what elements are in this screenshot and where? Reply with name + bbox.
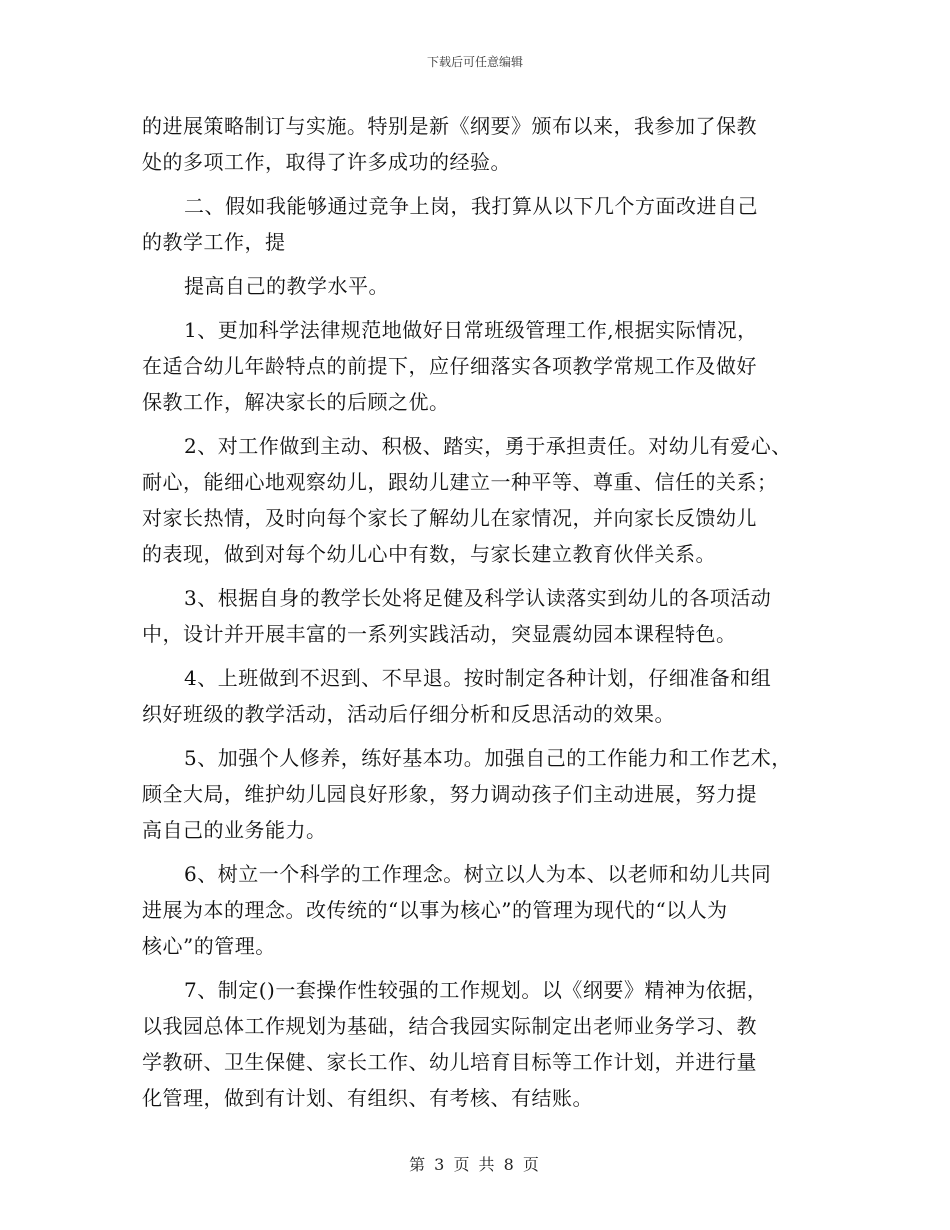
paragraph-line: 学教研、卫生保健、家长工作、幼儿培育目标等工作计划，并进行量	[142, 1050, 757, 1074]
paragraph-line: 提高自己的教学水平。	[184, 274, 389, 298]
paragraph-line: 对家长热情，及时向每个家长了解幼儿在家情况，并向家长反馈幼儿	[142, 506, 757, 530]
paragraph-line: 4、上班做到不迟到、不早退。按时制定各种计划，仔细准备和组	[184, 666, 772, 690]
paragraph-line: 在适合幼儿年龄特点的前提下，应仔细落实各项教学常规工作及做好	[142, 354, 757, 378]
paragraph-line: 化管理，做到有计划、有组织、有考核、有结账。	[142, 1086, 593, 1110]
body-text	[142, 108, 832, 1116]
paragraph-line: 1、更加科学法律规范地做好日常班级管理工作,根据实际情况，	[184, 318, 758, 342]
paragraph-line: 的表现，做到对每个幼儿心中有数，与家长建立教育伙伴关系。	[142, 542, 716, 566]
paragraph-line: 核心”的管理。	[142, 934, 276, 958]
paragraph-line: 7、制定()一套操作性较强的工作规划。以《纲要》精神为依据，	[184, 978, 768, 1002]
paragraph-line: 处的多项工作，取得了许多成功的经验。	[142, 150, 511, 174]
paragraph-line: 二、假如我能够通过竞争上岗，我打算从以下几个方面改进自己	[184, 194, 758, 218]
paragraph-line: 耐心，能细心地观察幼儿，跟幼儿建立一种平等、尊重、信任的关系；	[142, 470, 778, 494]
paragraph-line: 中，设计并开展丰富的一系列实践活动，突显震幼园本课程特色。	[142, 622, 737, 646]
paragraph-line: 3、根据自身的教学长处将足健及科学认读落实到幼儿的各项活动	[184, 586, 772, 610]
paragraph-line: 的教学工作，提	[142, 230, 286, 254]
paragraph-line: 高自己的业务能力。	[142, 818, 327, 842]
paragraph-line: 顾全大局，维护幼儿园良好形象，努力调动孩子们主动进展，努力提	[142, 782, 757, 806]
paragraph-line: 以我园总体工作规划为基础，结合我园实际制定出老师业务学习、教	[142, 1014, 757, 1038]
paragraph-line: 5、加强个人修养，练好基本功。加强自己的工作能力和工作艺术，	[184, 746, 792, 770]
paragraph-line: 6、树立一个科学的工作理念。树立以人为本、以老师和幼儿共同	[184, 862, 772, 886]
paragraph-line: 2、对工作做到主动、积极、踏实，勇于承担责任。对幼儿有爱心、	[184, 434, 792, 458]
paragraph-line: 织好班级的教学活动，活动后仔细分析和反思活动的效果。	[142, 702, 675, 726]
paragraph-line: 保教工作，解决家长的后顾之优。	[142, 390, 450, 414]
page-number-footer: 第 3 页 共 8 页	[409, 1155, 541, 1174]
header-note: 下载后可任意编辑	[426, 55, 523, 69]
paragraph-line: 进展为本的理念。改传统的“以事为核心”的管理为现代的“以人为	[142, 898, 728, 922]
paragraph-line: 的进展策略制订与实施。特别是新《纲要》颁布以来，我参加了保教	[142, 114, 757, 138]
